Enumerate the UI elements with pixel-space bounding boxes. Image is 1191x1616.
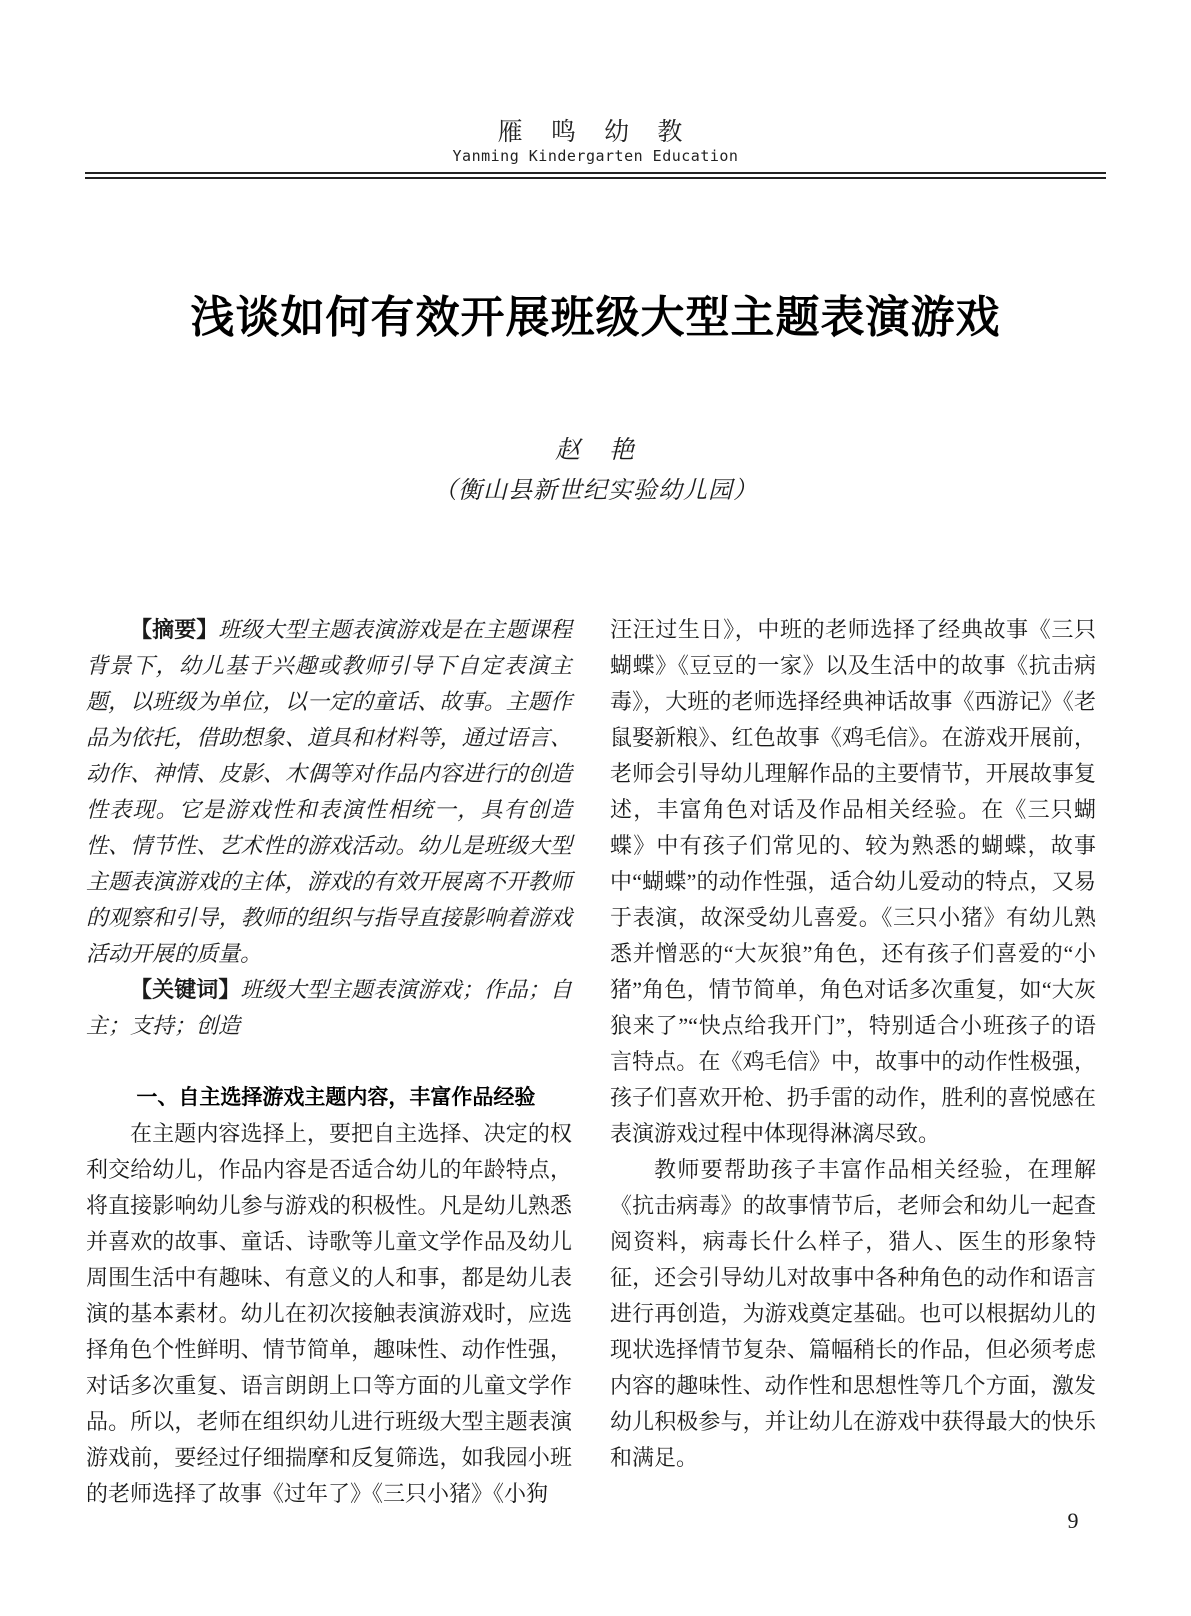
keywords-text: 班级大型主题表演游戏；作品；自主；支持；创造: [86, 977, 572, 1038]
abstract-text: 班级大型主题表演游戏是在主题课程背景下，幼儿基于兴趣或教师引导下自定表演主题，以班级为单位，以一定的童话、故事。主题作品为依托，借助想象、道具和材料等，通过语言、动作、神情、皮影、木偶等对作品内容进行的创造性表现。它是游戏性和表演性相统一，具有创造性、情节性、艺术性的游戏活动。幼儿是班级大型主题表演游戏的主体，游戏的有效开展离不开教师的观察和引导，教师的组织与指导直接影响着游戏活动开展的质量。: [86, 617, 572, 966]
header-divider-rule: [85, 172, 1106, 179]
left-column: [86, 612, 572, 1512]
keywords-paragraph: [86, 972, 572, 1044]
author-affiliation: （衡山县新世纪实验幼儿园）: [433, 478, 758, 504]
abstract-label: 【摘要】: [130, 617, 219, 642]
keywords-label: 【关键词】: [130, 977, 241, 1002]
journal-name-cn: 雁 鸣 幼 教: [497, 119, 694, 146]
section-1-paragraph-right-continuation: 汪汪过生日》，中班的老师选择了经典故事《三只蝴蝶》《豆豆的一家》以及生活中的故事《抗击病毒》，大班的老师选择经典神话故事《西游记》《老鼠娶新粮》、红色故事《鸡毛信》。在游戏开展前，老师会引导幼儿理解作品的主要情节，开展故事复述，丰富角色对话及作品相关经验。在《三只蝴蝶》中有孩子们常见的、较为熟悉的蝴蝶，故事中“蝴蝶”的动作性强，适合幼儿爱动的特点，又易于表演，故深受幼儿喜爱。《三只小猪》有幼儿熟悉并憎恶的“大灰狼”角色，还有孩子们喜爱的“小猪”角色，情节简单，角色对话多次重复，如“大灰狼来了”“快点给我开门”，特别适合小班孩子的语言特点。在《鸡毛信》中，故事中的动作性极强，孩子们喜欢开枪、扔手雷的动作，胜利的喜悦感在表演游戏过程中体现得淋漓尽致。: [610, 617, 1096, 1146]
article-title: 浅谈如何有效开展班级大型主题表演游戏: [190, 293, 1001, 342]
section-1-paragraph-2: 教师要帮助孩子丰富作品相关经验，在理解《抗击病毒》的故事情节后，老师会和幼儿一起查阅资料，病毒长什么样子，猎人、医生的形象特征，还会引导幼儿对故事中各种角色的动作和语言进行再创造，为游戏奠定基础。也可以根据幼儿的现状选择情节复杂、篇幅稍长的作品，但必须考虑内容的趣味性、动作性和思想性等几个方面，激发幼儿积极参与，并让幼儿在游戏中获得最大的快乐和满足。: [610, 1157, 1096, 1470]
section-1-paragraph-left: 在主题内容选择上，要把自主选择、决定的权利交给幼儿，作品内容是否适合幼儿的年龄特点，将直接影响幼儿参与游戏的积极性。凡是幼儿熟悉并喜欢的故事、童话、诗歌等儿童文学作品及幼儿周围生活中有趣味、有意义的人和事，都是幼儿表演的基本素材。幼儿在初次接触表演游戏时，应选择角色个性鲜明、情节简单，趣味性、动作性强，对话多次重复、语言朗朗上口等方面的儿童文学作品。所以，老师在组织幼儿进行班级大型主题表演游戏前，要经过仔细揣摩和反复筛选，如我园小班的老师选择了故事《过年了》《三只小猪》《小狗: [86, 1121, 572, 1506]
section-1-heading: 一、自主选择游戏主题内容，丰富作品经验: [136, 1086, 536, 1109]
right-column: [610, 612, 1096, 1512]
article-body: [86, 612, 1096, 1512]
page-number: 9: [1067, 1508, 1079, 1533]
abstract-paragraph: [86, 612, 572, 972]
journal-name-en: Yanming Kindergarten Education: [452, 147, 739, 165]
author-name: 赵 艳: [554, 437, 636, 464]
